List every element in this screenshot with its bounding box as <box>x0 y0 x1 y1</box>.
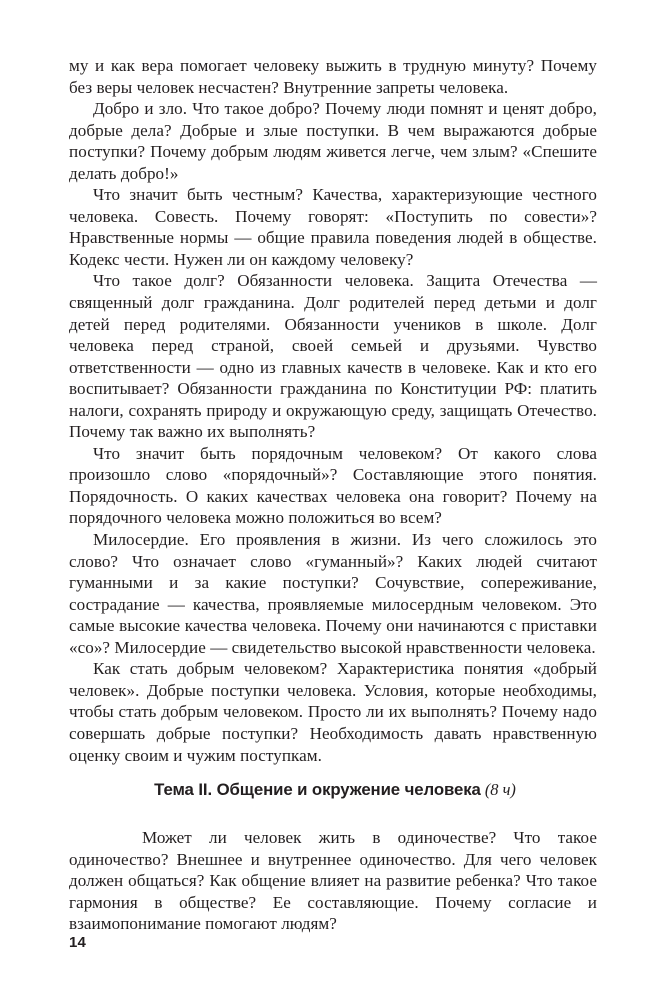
paragraph-loneliness: Может ли человек жить в одиночестве? Что такое одиночество? Внешнее и внутреннее одиночество. Для чего человек должен общаться? Как общение влияет на развитие ребенка? Что такое гармония в обществе? Ее составляющие. Почему согласие и взаимопонимание помогают людям? <box>69 828 597 934</box>
paragraph-good-and-evil: Добро и зло. Что такое добро? Почему люди помнят и ценят добро, добрые дела? Добрые и злые поступки. В чем выражаются добрые поступки? Почему добрым людям живется легче, чем злым? «Спешите делать добро!» <box>69 99 597 183</box>
paragraph-decency: Что значит быть порядочным человеком? От какого слова произошло слово «порядочный»? Составляющие этого понятия. Порядочность. О каких качествах человека она говорит? Почему на порядочного человека можно положиться во всем? <box>69 443 597 528</box>
paragraph-mercy: Милосердие. Его проявления в жизни. Из чего сложилось это слово? Что означает слово «гуманный»? Каких людей считают гуманными и за какие поступки? Сочувствие, сопереживание, сострадание — качества, проявляемые милосердным человеком. Это самые высокие качества человека. Почему они начинаются с приставки «со»? Милосердие — свидетельство высокой нравственности человека. <box>69 530 597 657</box>
section-heading <box>71 779 599 801</box>
paragraph-faith-continued: му и как вера помогает человеку выжить в трудную минуту? Почему без веры человек несчастен? Внутренние запреты человека. <box>69 56 597 97</box>
main-text-column <box>69 55 597 766</box>
paragraph-becoming-kind: Как стать добрым человеком? Характеристика понятия «добрый человек». Добрые поступки человека. Условия, которые необходимы, чтобы стать добрым человеком. Просто ли их выполнять? Почему надо совершать добрые поступки? Необходимость давать нравственную оценку своим и чужим поступкам. <box>69 659 597 765</box>
paragraph-honesty: Что значит быть честным? Качества, характеризующие честного человека. Совесть. Почему говорят: «Поступить по совести»? Нравственные нормы — общие правила поведения людей в обществе. Кодекс чести. Нужен ли он каждому человеку? <box>69 185 597 269</box>
section-heading-title: Тема II. Общение и окружение человека <box>154 780 481 799</box>
page-number: 14 <box>69 934 87 951</box>
section-heading-hours: (8 ч) <box>480 780 516 799</box>
paragraph-duty: Что такое долг? Обязанности человека. Защита Отечества — священный долг гражданина. Долг родителей перед детьми и долг детей перед родителями. Обязанности учеников в школе. Долг человека перед страной, своей семьей и друзьями. Чувство ответственности — одно из главных качеств в человеке. Как и кто его воспитывает? Обязанности гражданина по Конституции РФ: платить налоги, сохранять природу и окружающую среду, защищать Отечество. Почему так важно их выполнять? <box>69 271 597 442</box>
closing-text-column <box>69 827 597 935</box>
